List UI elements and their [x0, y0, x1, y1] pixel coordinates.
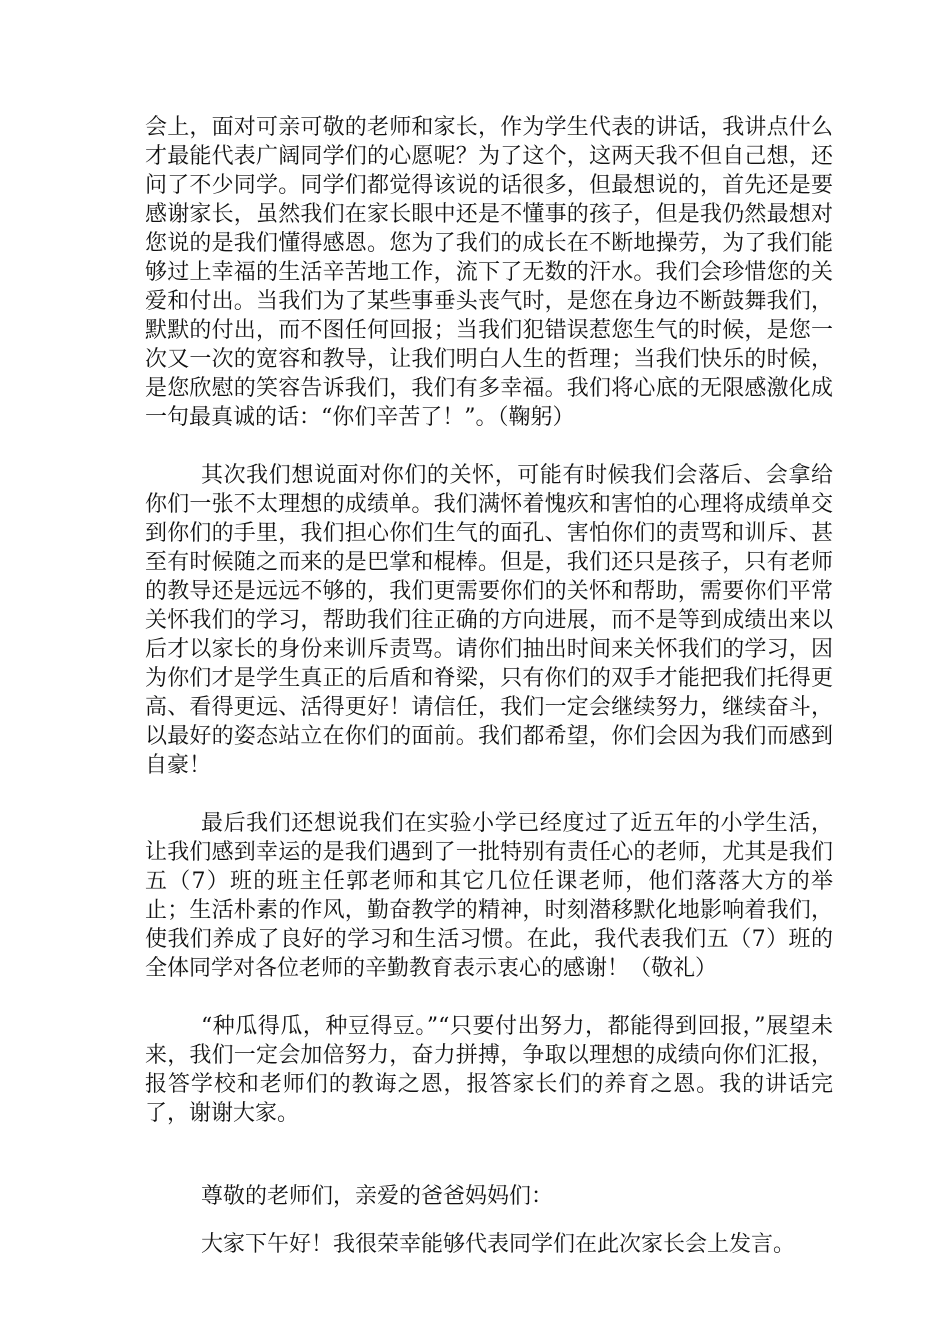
greeting-line: 大家下午好！我很荣幸能够代表同学们在此次家长会上发言。 — [201, 1232, 796, 1257]
salutation-line: 尊敬的老师们，亲爱的爸爸妈妈们： — [201, 1184, 554, 1209]
paragraph-thanks-parents: 会上，面对可亲可敬的老师和家长，作为学生代表的讲话，我讲点什么才最能代表广阔同学们的心愿呢？为了这个，这两天我不但自己想，还问了不少同学。同学们都觉得该说的话很多，但最想说的，首先还是要感谢家长，虽然我们在家长眼中还是不懂事的孩子，但是我仍然最想对您说的是我们懂得感恩。您为了我们的成长在不断地操劳，为了我们能够过上幸福的生活辛苦地工作，流下了无数的汗水。我们会珍惜您的关爱和付出。当我们为了某些事垂头丧气时，是您在身边不断鼓舞我们，默默的付出，而不图任何回报；当我们犯错误惹您生气的时候，是您一次又一次的宽容和教导，让我们明白人生的哲理；当我们快乐的时候，是您欣慰的笑容告诉我们，我们有多幸福。我们将心底的无限感激化成一句最真诚的话：“你们辛苦了！”。（鞠躬） — [145, 115, 833, 430]
section-gap — [145, 1128, 833, 1182]
paragraph-closing: “种瓜得瓜，种豆得豆。”“只要付出努力，都能得到回报，”展望未来，我们一定会加倍努力，奋力拼搏，争取以理想的成绩向你们汇报，报答学校和老师们的教诲之恩，报答家长们的养育之恩。我的讲话完了，谢谢大家。 — [145, 1014, 833, 1126]
paragraph-parent-care: 其次我们想说面对你们的关怀，可能有时候我们会落后、会拿给你们一张不太理想的成绩单。我们满怀着愧疚和害怕的心理将成绩单交到你们的手里，我们担心你们生气的面孔、害怕你们的责骂和训斥、甚至有时候随之而来的是巴掌和棍棒。但是，我们还只是孩子，只有老师的教导还是远远不够的，我们更需要你们的关怀和帮助，需要你们平常关怀我们的学习，帮助我们往正确的方向进展，而不是等到成绩出来以后才以家长的身份来训斥责骂。请你们抽出时间来关怀我们的学习，因为你们才是学生真正的后盾和脊梁，只有你们的双手才能把我们托得更高、看得更远、活得更好！请信任，我们一定会继续努力，继续奋斗，以最好的姿态站立在你们的面前。我们都希望，你们会因为我们而感到自豪！ — [145, 463, 833, 778]
paragraph-thanks-teachers: 最后我们还想说我们在实验小学已经度过了近五年的小学生活，让我们感到幸运的是我们遇到了一批特别有责任心的老师，尤其是我们五（7）班的班主任郭老师和其它几位任课老师，他们落落大方的举止；生活朴素的作风，勤奋教学的精神，时刻潜移默化地影响着我们，使我们养成了良好的学习和生活习惯。在此，我代表我们五（7）班的全体同学对各位老师的辛勤教育表示衷心的感谢！（敬礼） — [145, 811, 833, 981]
document-page — [145, 113, 833, 1278]
